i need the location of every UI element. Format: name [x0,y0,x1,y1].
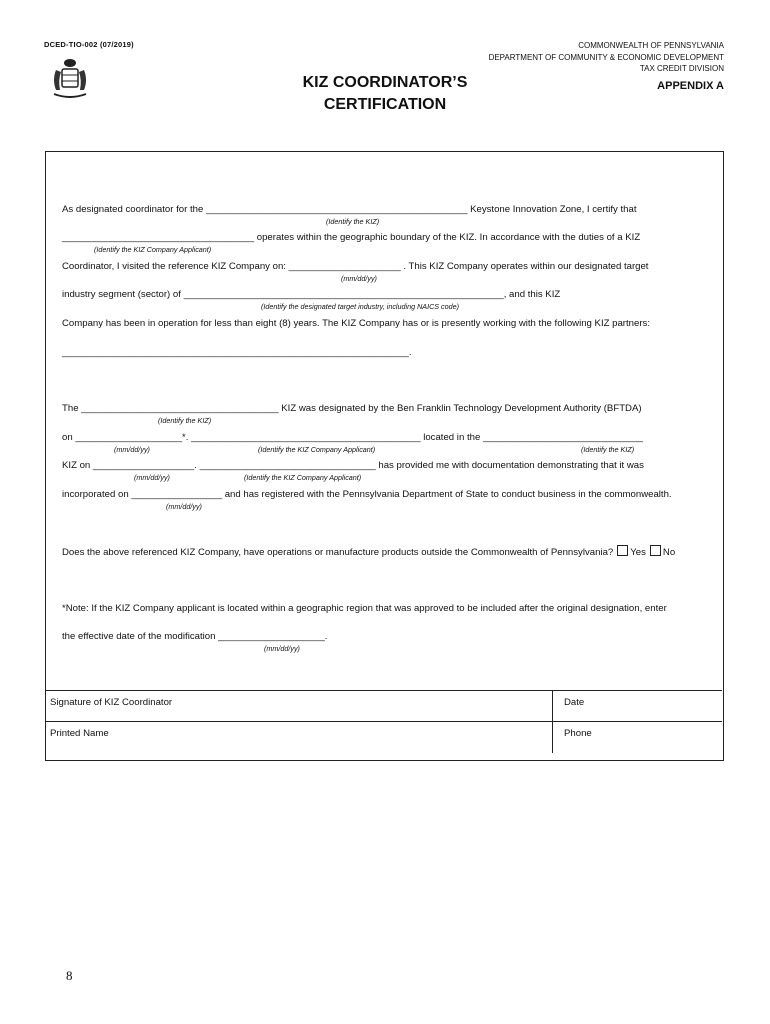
incorporation-date-hint: (mm/dd/yy) [166,502,202,511]
pennsylvania-coat-of-arms-icon [50,56,90,100]
no-checkbox[interactable] [650,545,661,556]
no-label: No [662,547,676,558]
agency-line-1: COMMONWEALTH OF PENNSYLVANIA [578,41,724,50]
page-number: 8 [66,968,73,983]
note-text: *Note: If the KIZ Company applicant is located within a geographic region that was approved to be included after the original designation, enter [62,603,667,614]
title-line-1: KIZ COORDINATOR’S [302,74,468,91]
company-applicant-field[interactable]: ____________________________________ operates within the geographic boundary of the KIZ. In accordance with the duties of a KIZ [62,232,641,243]
designation-date-hint: (mm/dd/yy) [114,445,150,454]
question-text: Does the above referenced KIZ Company, have operations or manufacture products outside the Commonwealth of Pennsylvania? [62,547,614,558]
agency-line-3: TAX CREDIT DIVISION [639,64,724,73]
visit-date-field[interactable]: Coordinator, I visited the reference KIZ Company on: _____________________ . This KIZ Company operates within our designated target [62,261,649,272]
date-field[interactable]: Date [564,697,585,708]
yes-label: Yes [630,547,646,558]
kiz-hint: (Identify the KIZ) [326,217,380,226]
form-number: DCED-TIO-002 (07/2019) [44,40,134,49]
company-applicant-hint: (Identify the KIZ Company Applicant) [94,245,212,254]
signature-divider [552,691,553,722]
agency-line-2: DEPARTMENT OF COMMUNITY & ECONOMIC DEVELOPMENT [488,52,724,62]
industry-segment-hint: (Identify the designated target industry, including NAICS code) [261,302,460,311]
signature-field[interactable]: Signature of KIZ Coordinator [50,697,173,708]
outside-operations-question [62,545,675,558]
partners-field[interactable]: _________________________________________________________________. [62,347,412,358]
page-title [250,72,520,116]
kiz-on-date-field[interactable]: KIZ on ___________________. _________________________________ has provided me with documentation demonstrating that it was [62,460,644,471]
signature-row [46,690,722,722]
certification-box [45,151,724,761]
visit-date-hint: (mm/dd/yy) [341,274,377,283]
printed-name-divider [552,722,553,753]
designated-kiz-field[interactable]: The _____________________________________ KIZ was designated by the Ben Franklin Technology Development Authority (BFTDA) [62,403,642,414]
designation-date-field[interactable]: on ____________________*. ___________________________________________ located in the ______________________________ [62,432,644,443]
printed-name-row [46,721,722,753]
title-line-2: CERTIFICATION [323,96,447,113]
kiz-on-date-hint: (mm/dd/yy) [134,473,170,482]
partners-text: Company has been in operation for less than eight (8) years. The KIZ Company has or is presently working with the following KIZ partners: [62,318,650,329]
applicant-hint-3: (Identify the KIZ Company Applicant) [244,473,362,482]
modification-date-field[interactable]: the effective date of the modification ____________________. [62,631,328,642]
phone-field[interactable]: Phone [564,728,592,739]
yes-checkbox[interactable] [617,545,628,556]
appendix-label: APPENDIX A [657,80,724,92]
industry-segment-field[interactable]: industry segment (sector) of ____________________________________________________________, and this KIZ [62,289,561,300]
modification-date-hint: (mm/dd/yy) [264,644,300,653]
designated-kiz-hint: (Identify the KIZ) [158,416,212,425]
printed-name-field[interactable]: Printed Name [50,728,109,739]
agency-header [489,40,724,75]
incorporation-date-field[interactable]: incorporated on _________________ and has registered with the Pennsylvania Department of State to conduct business in the commonwealth. [62,489,672,500]
applicant-hint-2: (Identify the KIZ Company Applicant) [258,445,376,454]
kiz-name-field[interactable]: As designated coordinator for the _________________________________________________ Keystone Innovation Zone, I certify that [62,204,637,215]
kiz-hint-2: (Identify the KIZ) [581,445,635,454]
